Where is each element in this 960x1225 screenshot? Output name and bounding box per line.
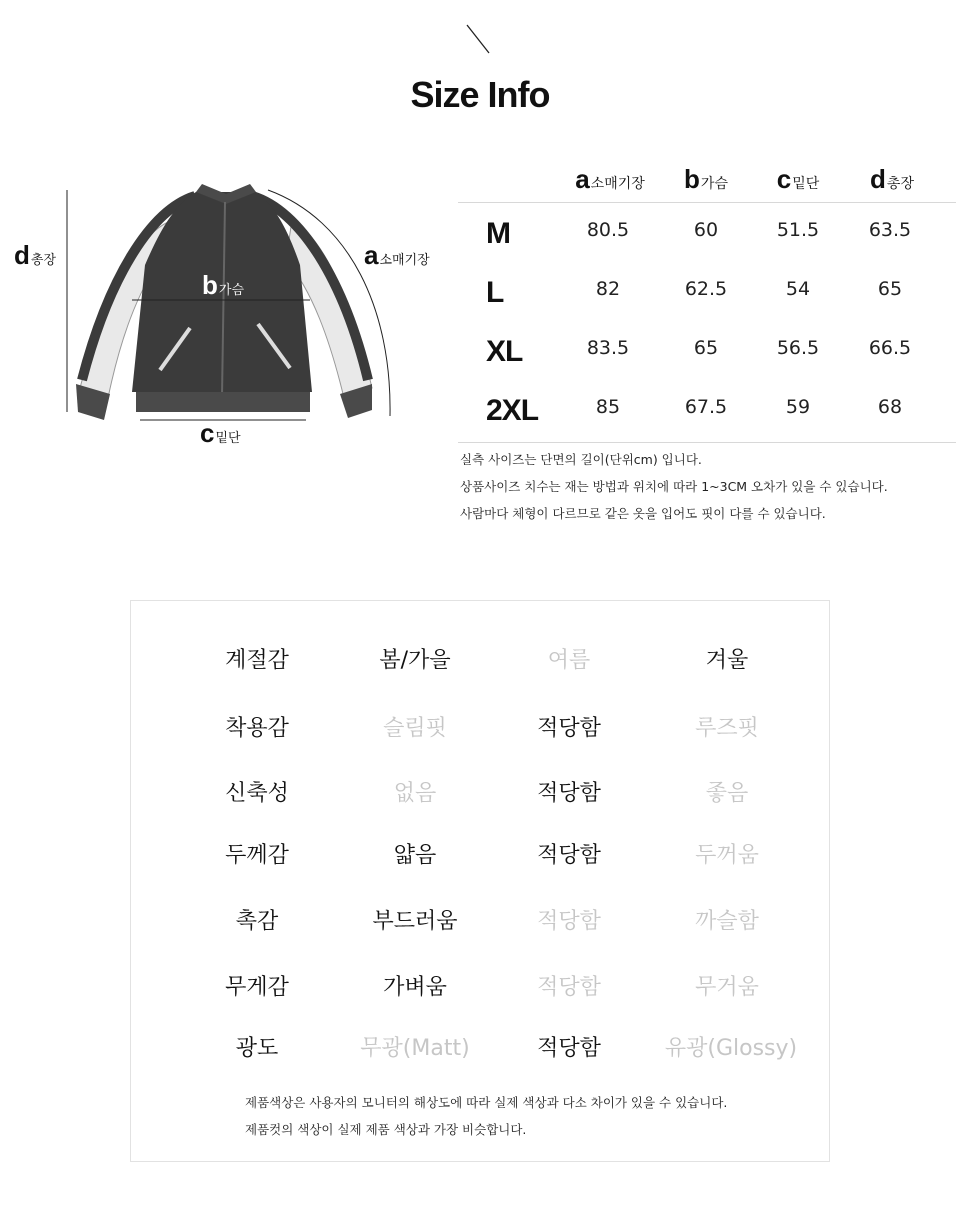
attr-option: 까슬함 (695, 909, 759, 934)
attr-option: 유광(Glossy) (664, 1036, 798, 1061)
table-cell: 80.5 (586, 219, 630, 241)
table-cell: 82 (595, 278, 621, 300)
attr-row-gloss (131, 1031, 829, 1067)
header-sleeve-length: a 소매기장 (575, 164, 645, 194)
attr-option: 없음 (393, 781, 437, 806)
sleeve-length-label: a 소매기장 (364, 240, 430, 270)
attr-option: 적당함 (537, 843, 601, 868)
table-row (458, 203, 956, 262)
attr-option: 좋음 (705, 781, 749, 806)
table-cell: 65 (877, 278, 903, 300)
attr-option: 무광(Matt) (360, 1036, 470, 1061)
table-cell: 85 (595, 396, 621, 418)
attr-label: 착용감 (225, 716, 289, 741)
table-cell: 56.5 (776, 337, 820, 359)
table-cell: 67.5 (684, 396, 728, 418)
size-label: XL (486, 335, 523, 368)
size-note: 사람마다 체형이 다르므로 같은 옷을 입어도 핏이 다를 수 있습니다. (460, 506, 826, 521)
table-cell: 83.5 (586, 337, 630, 359)
size-label: 2XL (486, 394, 539, 427)
attr-option: 여름 (547, 648, 591, 673)
color-note: 제품색상은 사용자의 모니터의 해상도에 따라 실제 색상과 다소 차이가 있을 수 있습니다. (245, 1095, 728, 1110)
attr-row-weight (131, 970, 829, 1006)
size-table-header (458, 160, 956, 203)
attr-row-fit (131, 711, 829, 747)
attr-option: 부드러움 (372, 909, 458, 934)
attr-option: 봄/가을 (379, 648, 451, 673)
total-length-label: d 총장 (14, 240, 57, 270)
table-cell: 62.5 (684, 278, 728, 300)
table-cell: 60 (693, 219, 719, 241)
header-chest: b 가슴 (684, 164, 728, 194)
color-notes (245, 1095, 727, 1149)
table-cell: 65 (693, 337, 719, 359)
attr-option: 루즈핏 (695, 716, 759, 741)
attr-option: 무거움 (695, 975, 759, 1000)
hem-label: c 밑단 (200, 418, 241, 448)
table-cell: 54 (785, 278, 811, 300)
product-attributes (130, 600, 830, 1162)
table-cell: 59 (785, 396, 811, 418)
attr-option: 적당함 (537, 909, 601, 934)
attr-label: 신축성 (225, 781, 289, 806)
table-cell: 66.5 (868, 337, 912, 359)
attr-option: 얇음 (393, 843, 437, 868)
attr-label: 광도 (235, 1036, 279, 1061)
attr-row-stretch (131, 776, 829, 812)
jacket-diagram (0, 170, 450, 460)
attr-option: 적당함 (537, 781, 601, 806)
table-row (458, 262, 956, 321)
header-total-length: d 총장 (870, 164, 914, 194)
table-row (458, 380, 956, 443)
page-title: Size Info (410, 74, 550, 115)
attr-row-thickness (131, 838, 829, 874)
table-cell: 63.5 (868, 219, 912, 241)
attr-option: 적당함 (537, 716, 601, 741)
attr-option: 적당함 (537, 975, 601, 1000)
hem-rib (136, 392, 310, 412)
attr-label: 무게감 (225, 975, 289, 1000)
size-note: 상품사이즈 치수는 재는 방법과 위치에 따라 1~3CM 오차가 있을 수 있습니다. (460, 479, 888, 494)
attr-option: 겨울 (705, 648, 749, 673)
table-cell: 51.5 (776, 219, 820, 241)
table-cell: 68 (877, 396, 903, 418)
slash-divider-icon (464, 22, 494, 56)
size-note: 실측 사이즈는 단면의 길이(단위cm) 입니다. (460, 452, 702, 467)
table-row (458, 321, 956, 380)
attr-option: 가벼움 (383, 975, 447, 1000)
size-table (458, 160, 956, 443)
attr-option: 적당함 (537, 1036, 601, 1061)
size-label: L (486, 276, 504, 309)
attr-label: 촉감 (235, 909, 279, 934)
attr-option: 두꺼움 (695, 843, 759, 868)
attr-row-season (131, 643, 829, 679)
jacket-illustration (0, 170, 450, 460)
chest-label: b 가슴 (202, 270, 245, 300)
attr-row-touch (131, 904, 829, 940)
size-label: M (486, 217, 510, 250)
attr-label: 두께감 (225, 843, 289, 868)
size-notes (460, 452, 888, 533)
attr-label: 계절감 (225, 648, 289, 673)
color-note: 제품컷의 색상이 실제 제품 색상과 가장 비슷합니다. (245, 1122, 527, 1137)
attr-option: 슬림핏 (383, 716, 447, 741)
header-hem: c 밑단 (776, 164, 820, 194)
